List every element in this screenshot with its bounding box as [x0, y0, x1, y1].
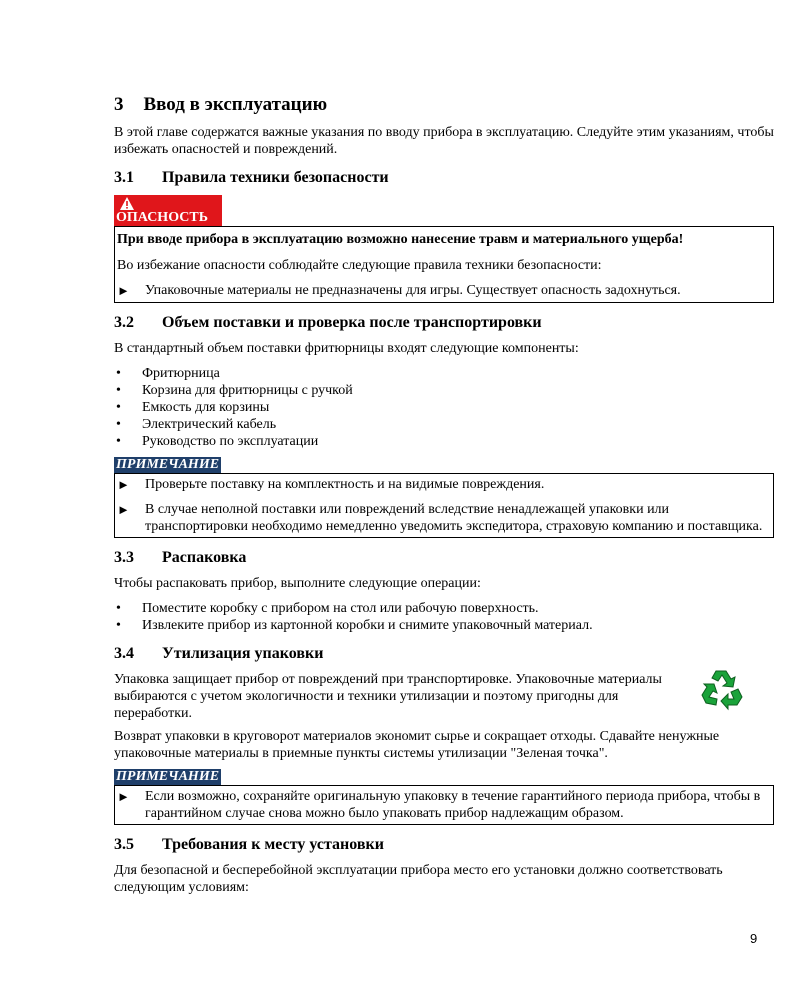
components-list	[114, 365, 774, 450]
section-title: Объем поставки и проверка после транспортировки	[162, 314, 542, 331]
unpack-steps-list	[114, 600, 774, 634]
recycle-icon	[700, 667, 744, 711]
arrow-icon: ►	[117, 477, 130, 492]
page-content	[114, 94, 774, 902]
danger-item-text: Упаковочные материалы не предназначены для игры. Существует опасность задохнуться.	[145, 283, 681, 298]
list-item	[114, 617, 774, 634]
section-number: 3.1	[114, 169, 134, 186]
section-intro: Чтобы распаковать прибор, выполните следующие операции:	[114, 576, 481, 591]
bullet-icon: •	[116, 434, 121, 449]
chapter-heading	[114, 94, 774, 116]
list-item-text: Корзина для фритюрницы с ручкой	[142, 383, 353, 398]
bullet-icon: •	[116, 366, 121, 381]
danger-label-text: ОПАСНОСТЬ	[116, 210, 208, 225]
arrow-icon: ►	[117, 283, 130, 298]
bullet-icon: •	[116, 383, 121, 398]
section-heading-3-2	[114, 313, 774, 332]
list-item-text: Электрический кабель	[142, 417, 277, 432]
section-intro: Для безопасной и бесперебойной эксплуатации прибора место его установки должно соответствовать следующим условиям:	[114, 863, 723, 895]
note-label: ПРИМЕЧАНИЕ	[116, 457, 220, 472]
note-item-text: В случае неполной поставки или повреждений вследствие ненадлежащей упаковки или транспортировки необходимо немедленно уведомить экспедитора, страховую компанию и поставщика.	[145, 502, 763, 534]
page-number: 9	[750, 931, 758, 946]
paragraph: Упаковка защищает прибор от повреждений при транспортировке. Упаковочные материалы выбираются с учетом экологичности и техники утилизации и поэтому пригодны для переработки.	[114, 672, 662, 721]
note-item-text: Проверьте поставку на комплектность и на видимые повреждения.	[145, 477, 545, 492]
section-number: 3.2	[114, 314, 134, 331]
recycle-paragraph-row	[114, 671, 774, 728]
arrow-icon: ►	[117, 789, 130, 804]
arrow-icon: ►	[117, 502, 130, 517]
section-title: Распаковка	[162, 549, 247, 566]
list-item-text: Емкость для корзины	[142, 400, 270, 415]
paragraph: Возврат упаковки в круговорот материалов экономит сырье и сокращает отходы. Сдавайте ненужные упаковочные материалы в приемные пункты системы утилизации "Зеленая точка".	[114, 729, 720, 761]
section-number: 3.5	[114, 836, 134, 853]
section-title: Требования к месту установки	[162, 836, 384, 853]
danger-box	[114, 226, 774, 303]
note-item	[117, 788, 769, 822]
chapter-intro: В этой главе содержатся важные указания по вводу прибора в эксплуатацию. Следуйте этим указаниям, чтобы избежать опасностей и повреждений.	[114, 125, 774, 157]
chapter-number: 3	[114, 94, 124, 115]
danger-item	[117, 282, 773, 299]
note-label: ПРИМЕЧАНИЕ	[116, 769, 220, 784]
bullet-icon: •	[116, 601, 121, 616]
list-item-text: Руководство по эксплуатации	[142, 434, 319, 449]
list-item	[114, 382, 774, 399]
danger-bold-text: При вводе прибора в эксплуатацию возможно нанесение травм и материального ущерба!	[117, 232, 684, 247]
list-item	[114, 600, 774, 617]
bullet-icon: •	[116, 618, 121, 633]
section-heading-3-4	[114, 644, 774, 663]
note-box	[114, 473, 774, 538]
section-heading-3-1	[114, 168, 774, 187]
list-item-text: Фритюрница	[142, 366, 220, 381]
note-item-text: Если возможно, сохраняйте оригинальную упаковку в течение гарантийного периода прибора, чтобы в гарантийном случае снова можно было упаковать прибор надлежащим образом.	[145, 789, 761, 821]
section-number: 3.3	[114, 549, 134, 566]
section-intro: В стандартный объем поставки фритюрницы входят следующие компоненты:	[114, 341, 579, 356]
list-item	[114, 365, 774, 382]
warning-icon	[120, 197, 134, 210]
chapter-title: Ввод в эксплуатацию	[143, 94, 328, 115]
section-heading-3-5	[114, 835, 774, 854]
bullet-icon: •	[116, 400, 121, 415]
list-item	[114, 433, 774, 450]
section-title: Правила техники безопасности	[162, 169, 389, 186]
note-item	[117, 501, 769, 535]
danger-text: Во избежание опасности соблюдайте следующие правила техники безопасности:	[117, 258, 602, 273]
note-item	[117, 476, 769, 493]
list-item-text: Поместите коробку с прибором на стол или рабочую поверхность.	[142, 601, 539, 616]
list-item	[114, 399, 774, 416]
list-item-text: Извлеките прибор из картонной коробки и снимите упаковочный материал.	[142, 618, 593, 633]
section-title: Утилизация упаковки	[162, 645, 324, 662]
list-item	[114, 416, 774, 433]
note-box	[114, 785, 774, 825]
danger-label	[114, 195, 222, 226]
section-number: 3.4	[114, 645, 134, 662]
bullet-icon: •	[116, 417, 121, 432]
section-heading-3-3	[114, 548, 774, 567]
